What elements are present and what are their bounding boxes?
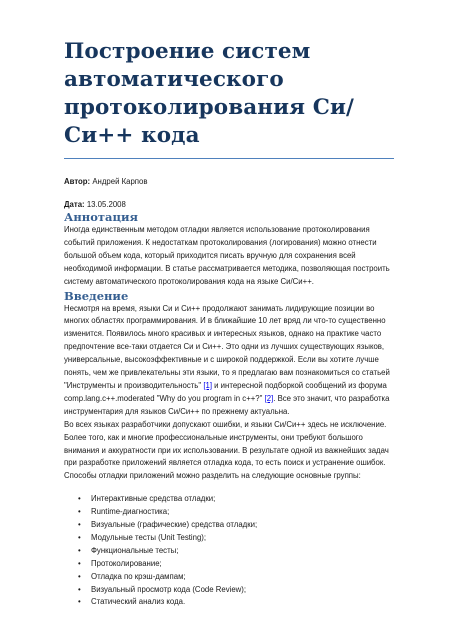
document-title: Построение систем автоматического протоколирования Си/Си++ кода (64, 39, 354, 148)
list-item-text: Отладка по крэш-дампам; (91, 571, 186, 581)
intro-paragraph-2: Во всех языках разработчики допускают ошибки, и языки Си/Си++ здесь не исключение. Более того, как и многие профессиональные инструменты, они требуют большого внимания и аккуратности при их использовании. В результате одной из важнейших задач при разработке приложений является отладка кода, то есть поиск и устранение ошибок. (64, 419, 389, 468)
debug-methods-list (64, 493, 394, 609)
intro-p1-text-c: . Все это значит, что разработка инструментария для языков Си/Си++ по прежнему актуальна. (64, 393, 390, 416)
list-item-text: Функциональные тесты; (91, 545, 179, 555)
intro-paragraph-1 (64, 303, 394, 419)
list-item (64, 545, 394, 558)
bullet-icon: • (78, 545, 81, 555)
list-item-text: Модульные тесты (Unit Testing); (91, 532, 207, 542)
bullet-icon: • (78, 558, 81, 568)
abstract-paragraph: Иногда единственным методом отладки является использование протоколирования событий приложения. К недостаткам протоколирования (логирования) можно отнести большой объем кода, который приходится писать вручную для сохранения всей необходимой информации. В статье рассматривается методика, позволяющая построить систему автоматического протоколирования кода на языке Си/Си++. (64, 225, 390, 286)
bullet-icon: • (78, 532, 81, 542)
list-item-text: Runtime-диагностика; (91, 507, 170, 517)
list-item-text: Протоколирование; (91, 558, 162, 568)
list-item-text: Визуальный просмотр кода (Code Review); (91, 584, 247, 594)
reference-link-1[interactable]: [1] (203, 380, 212, 390)
title-rule (64, 158, 394, 159)
bullet-icon: • (78, 571, 81, 581)
reference-link-2[interactable]: [2] (264, 393, 274, 403)
author-value: Андрей Карпов (92, 177, 148, 186)
list-item (64, 571, 394, 584)
list-item (64, 519, 394, 532)
list-item-text: Статический анализ кода. (91, 597, 186, 607)
date-value: 13.05.2008 (86, 200, 126, 209)
list-item (64, 532, 394, 545)
list-item (64, 493, 394, 506)
date-line (64, 199, 394, 210)
list-item-text: Интерактивные средства отладки; (91, 494, 216, 504)
list-item-text: Визуальные (графические) средства отладки; (91, 520, 258, 530)
bullet-icon: • (78, 597, 81, 607)
list-item (64, 596, 394, 609)
list-item (64, 558, 394, 571)
intro-p1-text-a: Несмотря на время, языки Си и Си++ продолжают занимать лидирующие позиции во многих областях программирования. И в ближайшие 10 лет вряд ли что-то существенно изменится. Появилось много красивых и интересных языков, однако на практике часто предпочтение все-таки отдается Си и Си++. Это одни из лучших существующих языков, универсальные, высокоэффективные и с широкой поддержкой. Если вы хотите лучше понять, чем же привлекательны эти языки, то я предлагаю вам познакомиться со статьей "Инструменты и производительность" (64, 303, 390, 390)
bullet-icon: • (78, 584, 81, 594)
bullet-icon: • (78, 494, 81, 504)
abstract-heading: Аннотация (64, 210, 138, 224)
bullet-icon: • (78, 520, 81, 530)
intro-heading: Введение (64, 288, 129, 303)
intro-paragraph-3: Способы отладки приложений можно разделить на следующие основные группы: (64, 471, 361, 481)
author-line (64, 176, 394, 187)
bullet-icon: • (78, 507, 81, 517)
date-label: Дата: (64, 200, 85, 209)
list-item (64, 506, 394, 519)
author-label: Автор: (64, 177, 91, 186)
list-item (64, 584, 394, 597)
intro-p1-text-b: и интересной подборкой сообщений из форума comp.lang.c++.moderated "Why do you program in c++?" (64, 380, 387, 403)
